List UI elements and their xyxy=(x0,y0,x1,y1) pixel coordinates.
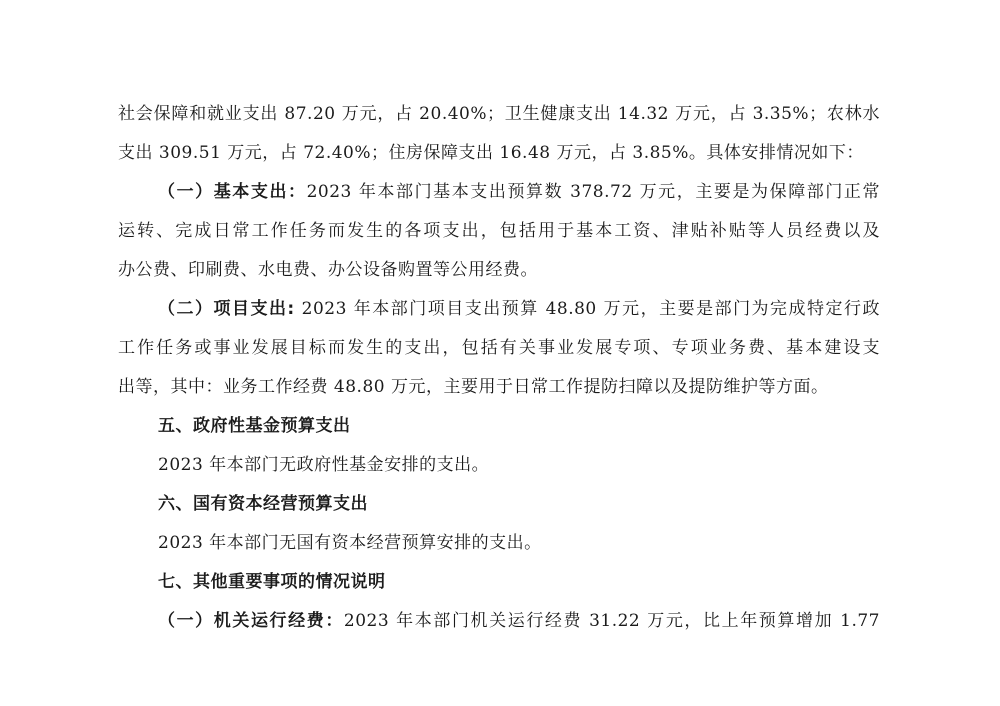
text-line: 2023 年本部门无国有资本经营预算安排的支出。 xyxy=(158,533,542,553)
paragraph-operating-expenses-line1 xyxy=(118,602,880,641)
text-line: 社会保障和就业支出 87.20 万元，占 20.40%；卫生健康支出 14.32 万元，占 3.35%；农林水 xyxy=(118,104,880,124)
paragraph-project-expenditure-line1 xyxy=(118,290,880,329)
text-line: 2023 年本部门项目支出预算 48.80 万元，主要是部门为完成特定行政 xyxy=(294,299,880,319)
text-line: 运转、完成日常工作任务而发生的各项支出，包括用于基本工资、津贴补贴等人员经费以及 xyxy=(118,221,880,241)
paragraph-project-expenditure-line3 xyxy=(118,368,880,407)
section-heading-other-matters: 七、其他重要事项的情况说明 xyxy=(158,572,386,592)
text-line: 办公费、印刷费、水电费、办公设备购置等公用经费。 xyxy=(118,260,538,280)
paragraph-basic-expenditure-line3 xyxy=(118,251,880,290)
section-heading-government-fund: 五、政府性基金预算支出 xyxy=(158,416,351,436)
paragraph-state-capital xyxy=(118,524,880,563)
paragraph-government-fund xyxy=(118,446,880,485)
project-expenditure-label: （二）项目支出: xyxy=(158,299,295,319)
operating-expenses-label: （一）机关运行经费： xyxy=(158,611,344,631)
document-page xyxy=(118,95,880,641)
paragraph-project-expenditure-line2 xyxy=(118,329,880,368)
text-line: 工作任务或事业发展目标而发生的支出，包括有关事业发展专项、专项业务费、基本建设支 xyxy=(118,338,880,358)
paragraph-basic-expenditure-line2 xyxy=(118,212,880,251)
text-line: 出等，其中：业务工作经费 48.80 万元，主要用于日常工作提防扫障以及提防维护等方面。 xyxy=(118,377,829,397)
text-line: 2023 年本部门基本支出预算数 378.72 万元，主要是为保障部门正常 xyxy=(306,182,881,202)
text-line: 2023 年本部门机关运行经费 31.22 万元，比上年预算增加 1.77 xyxy=(343,611,881,631)
text-line: 2023 年本部门无政府性基金安排的支出。 xyxy=(158,455,490,475)
paragraph-expenditure-breakdown-line1 xyxy=(118,95,880,134)
basic-expenditure-label: （一）基本支出： xyxy=(158,182,307,202)
paragraph-expenditure-breakdown-line2 xyxy=(118,134,880,173)
text-line: 支出 309.51 万元，占 72.40%；住房保障支出 16.48 万元，占 3.85%。具体安排情况如下： xyxy=(118,143,864,163)
paragraph-basic-expenditure-line1 xyxy=(118,173,880,212)
section-heading-state-capital: 六、国有资本经营预算支出 xyxy=(158,494,368,514)
